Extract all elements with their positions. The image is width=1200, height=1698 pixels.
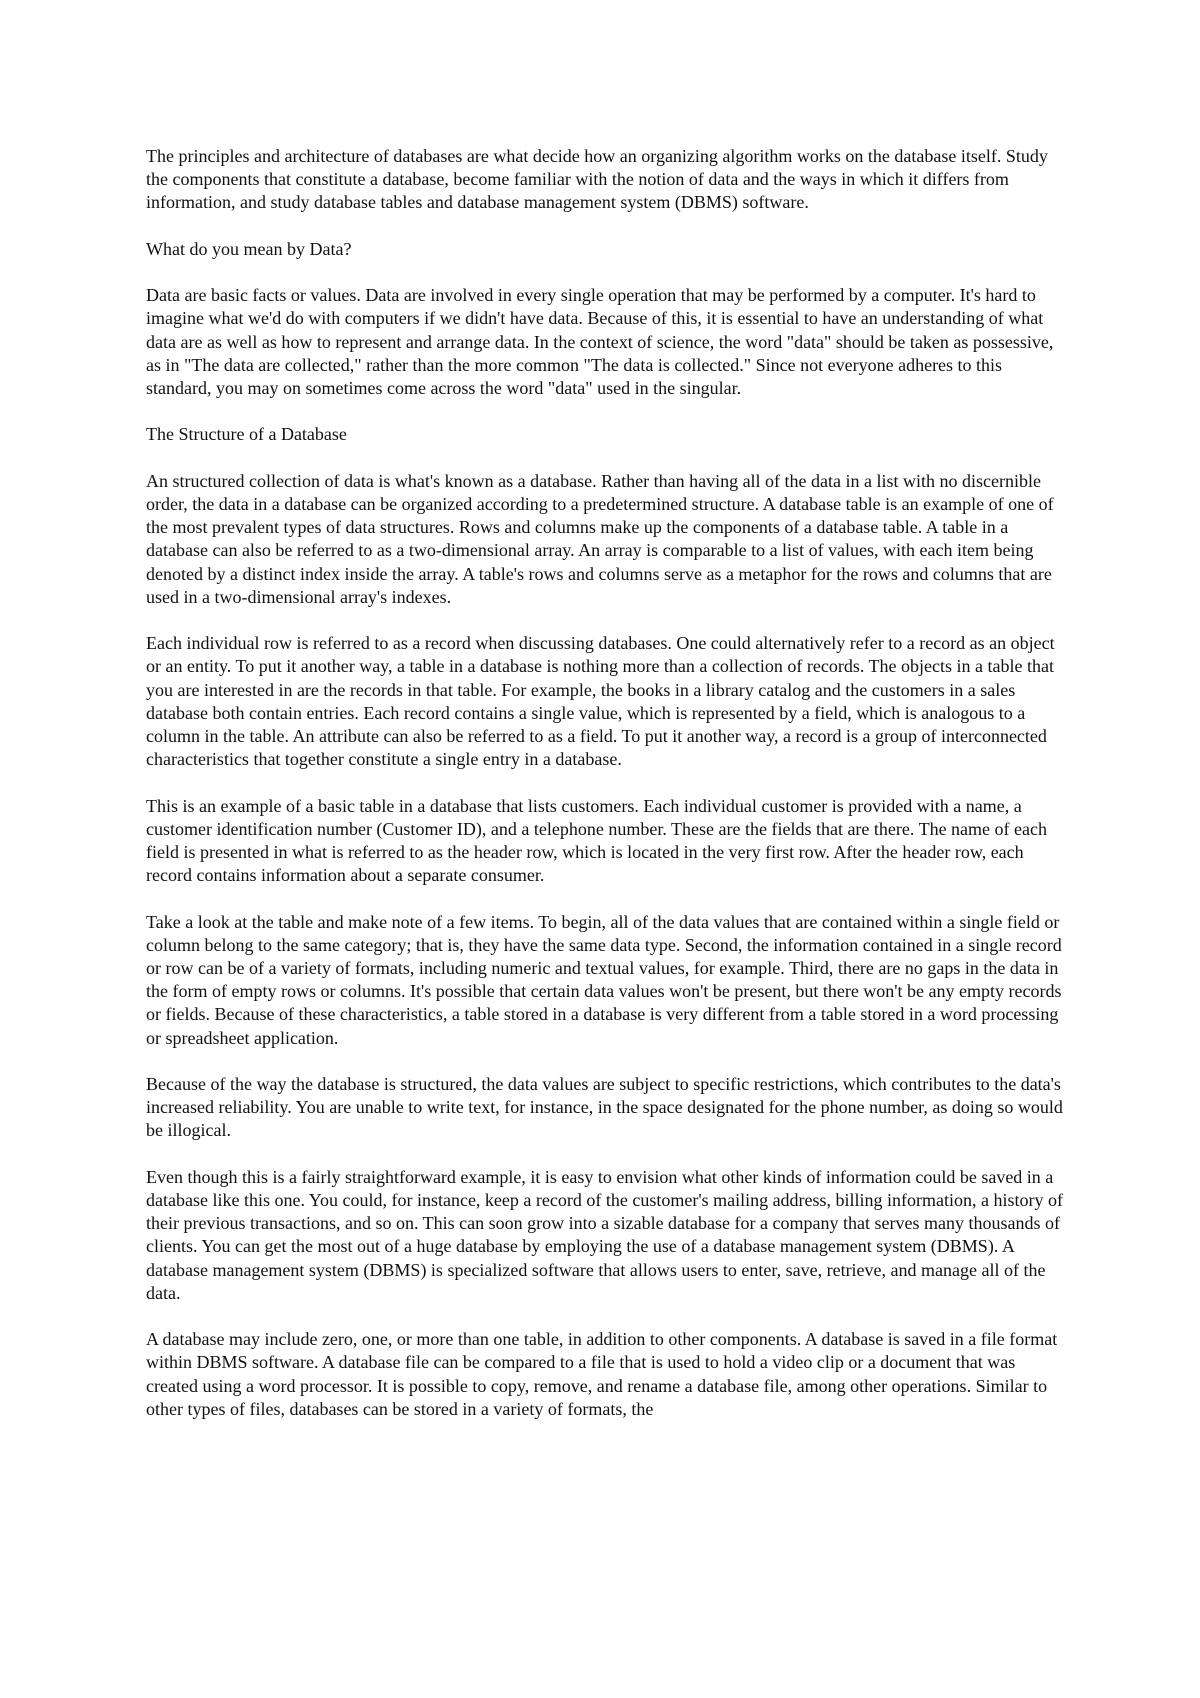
restrictions-paragraph: Because of the way the database is structured, the data values are subject to specific restrictions, which contributes to the data's increased reliability. You are unable to write text, for instance, in the space designated for the phone number, as doing so would be illogical.	[146, 1074, 1063, 1141]
section-heading-what-is-data: What do you mean by Data?	[146, 238, 352, 259]
record-paragraph: Each individual row is referred to as a record when discussing databases. One could alternatively refer to a record as an object or an entity. To put it another way, a table in a database is nothing more than a collection of records. The objects in a table that you are interested in are the records in that table. For example, the books in a library catalog and the customers in a sales database both contain entries. Each record contains a single value, which is represented by a field, which is analogous to a column in the table. An attribute can also be referred to as a field. To put it another way, a record is a group of interconnected characteristics that together constitute a single entry in a database.	[146, 633, 1055, 770]
document-page	[146, 145, 1066, 1444]
table-observations-paragraph: Take a look at the table and make note of a few items. To begin, all of the data values that are contained within a single field or column belong to the same category; that is, they have the same data type. Second, the information contained in a single record or row can be of a variety of formats, including numeric and textual values, for example. Third, there are no gaps in the data in the form of empty rows or columns. It's possible that certain data values won't be present, but there won't be any empty records or fields. Because of these characteristics, a table stored in a database is very different from a table stored in a word processing or spreadsheet application.	[146, 911, 1062, 1048]
section-heading-database-structure: The Structure of a Database	[146, 424, 347, 445]
database-structure-paragraph: An structured collection of data is what's known as a database. Rather than having all of the data in a list with no discernible order, the data in a database can be organized according to a predetermined structure. A database table is an example of one of the most prevalent types of data structures. Rows and columns make up the components of a database table. A table in a database can also be referred to as a two-dimensional array. An array is comparable to a list of values, with each item being denoted by a distinct index inside the array. A table's rows and columns serve as a metaphor for the rows and columns that are used in a two-dimensional array's indexes.	[146, 470, 1054, 607]
data-definition-paragraph: Data are basic facts or values. Data are involved in every single operation that may be performed by a computer. It's hard to imagine what we'd do with computers if we didn't have data. Because of this, it is essential to have an understanding of what data are as well as how to represent and arrange data. In the context of science, the word "data" should be taken as possessive, as in "The data are collected," rather than the more common "The data is collected." Since not everyone adheres to this standard, you may on sometimes come across the word "data" used in the singular.	[146, 285, 1054, 398]
customer-table-paragraph: This is an example of a basic table in a database that lists customers. Each individual customer is provided with a name, a customer identification number (Customer ID), and a telephone number. These are the fields that are there. The name of each field is presented in what is referred to as the header row, which is located in the very first row. After the header row, each record contains information about a separate consumer.	[146, 795, 1047, 886]
dbms-paragraph: Even though this is a fairly straightforward example, it is easy to envision what other kinds of information could be saved in a database like this one. You could, for instance, keep a record of the customer's mailing address, billing information, a history of their previous transactions, and so on. This can soon grow into a sizable database for a company that serves many thousands of clients. You can get the most out of a huge database by employing the use of a database management system (DBMS). A database management system (DBMS) is specialized software that allows users to enter, save, retrieve, and manage all of the data.	[146, 1166, 1064, 1303]
database-file-paragraph: A database may include zero, one, or more than one table, in addition to other components. A database is saved in a file format within DBMS software. A database file can be compared to a file that is used to hold a video clip or a document that was created using a word processor. It is possible to copy, remove, and rename a database file, among other operations. Similar to other types of files, databases can be stored in a variety of formats, the	[146, 1329, 1058, 1419]
intro-paragraph: The principles and architecture of databases are what decide how an organizing algorithm works on the database itself. Study the components that constitute a database, become familiar with the notion of data and the ways in which it differs from information, and study database tables and database management system (DBMS) software.	[146, 146, 1048, 213]
